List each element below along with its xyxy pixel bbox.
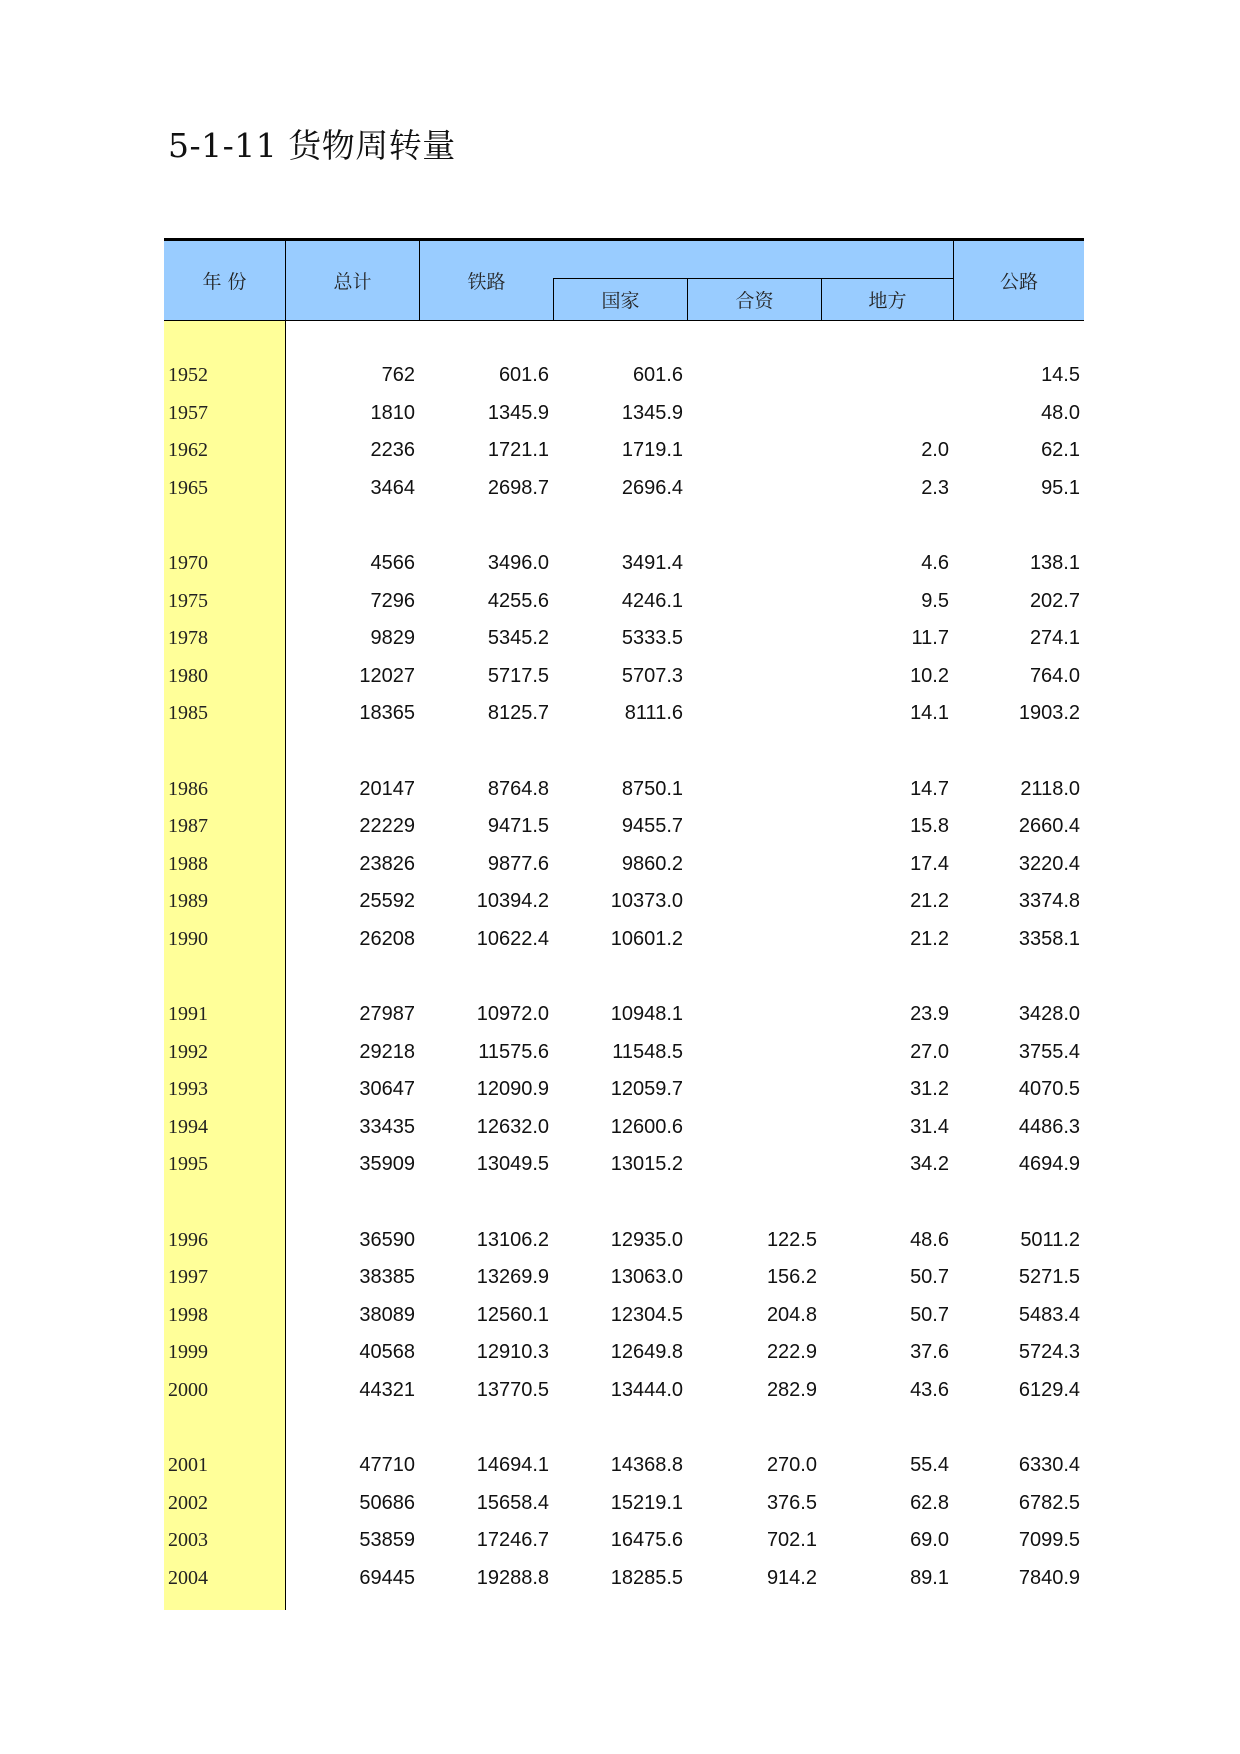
cell-local: 4.6 bbox=[921, 551, 949, 574]
cell-year: 1998 bbox=[168, 1303, 208, 1326]
cell-national: 1345.9 bbox=[621, 401, 683, 424]
cell-railway: 12090.9 bbox=[476, 1078, 549, 1101]
header-year: 年 份 bbox=[202, 271, 247, 293]
cell-local: 31.2 bbox=[910, 1078, 949, 1101]
cell-local: 9.5 bbox=[921, 589, 949, 612]
table-rows bbox=[164, 321, 1084, 1598]
header-local: 地方 bbox=[868, 290, 907, 312]
cell-year: 1980 bbox=[168, 664, 208, 687]
cell-total: 7296 bbox=[370, 589, 415, 612]
cell-local: 2.3 bbox=[921, 476, 949, 499]
table-row bbox=[164, 395, 1084, 433]
cell-national: 601.6 bbox=[632, 364, 683, 386]
cell-total: 2236 bbox=[370, 439, 415, 462]
cell-national: 11548.5 bbox=[612, 1040, 683, 1063]
cell-national: 4246.1 bbox=[621, 589, 683, 612]
cell-railway: 2698.7 bbox=[487, 476, 549, 499]
cell-total: 38385 bbox=[359, 1266, 415, 1289]
spacer-row bbox=[164, 1184, 1084, 1222]
cell-highway: 1903.2 bbox=[1018, 702, 1080, 725]
cell-highway: 6782.5 bbox=[1018, 1491, 1080, 1514]
cell-national: 12600.6 bbox=[610, 1115, 683, 1138]
cell-joint: 156.2 bbox=[766, 1266, 817, 1289]
cell-total: 22229 bbox=[359, 815, 415, 838]
cell-year: 1990 bbox=[168, 927, 208, 950]
cell-year: 2003 bbox=[168, 1529, 208, 1552]
cell-joint: 222.9 bbox=[766, 1341, 817, 1364]
cell-highway: 3428.0 bbox=[1018, 1003, 1080, 1026]
table-row bbox=[164, 620, 1084, 658]
cell-year: 1985 bbox=[168, 702, 208, 725]
header-highway: 公路 bbox=[999, 271, 1038, 293]
cell-railway: 10394.2 bbox=[476, 890, 549, 913]
table-row bbox=[164, 1146, 1084, 1184]
cell-highway: 274.1 bbox=[1029, 627, 1080, 650]
table-header bbox=[164, 238, 1084, 321]
cell-year: 1952 bbox=[168, 364, 208, 386]
table-row bbox=[164, 1222, 1084, 1260]
table-row bbox=[164, 1522, 1084, 1560]
cell-railway: 12632.0 bbox=[476, 1115, 549, 1138]
cell-local: 50.7 bbox=[910, 1266, 949, 1289]
cell-national: 2696.4 bbox=[621, 476, 683, 499]
cell-highway: 6330.4 bbox=[1018, 1454, 1080, 1477]
cell-railway: 3496.0 bbox=[487, 551, 549, 574]
cell-local: 50.7 bbox=[910, 1303, 949, 1326]
cell-railway: 5345.2 bbox=[487, 627, 549, 650]
cell-total: 25592 bbox=[359, 890, 415, 913]
cell-local: 17.4 bbox=[910, 852, 949, 875]
cell-local: 43.6 bbox=[910, 1379, 949, 1402]
cell-total: 3464 bbox=[370, 476, 415, 499]
cell-national: 16475.6 bbox=[610, 1529, 683, 1552]
cell-highway: 6129.4 bbox=[1018, 1379, 1080, 1402]
cell-highway: 7840.9 bbox=[1018, 1567, 1080, 1589]
cell-year: 1970 bbox=[168, 551, 208, 574]
table-row bbox=[164, 1109, 1084, 1147]
cell-total: 53859 bbox=[359, 1529, 415, 1552]
cell-railway: 13049.5 bbox=[476, 1153, 549, 1176]
table-row bbox=[164, 583, 1084, 621]
cell-highway: 48.0 bbox=[1041, 401, 1080, 424]
cell-highway: 3755.4 bbox=[1018, 1040, 1080, 1063]
cell-year: 1993 bbox=[168, 1078, 208, 1101]
cell-local: 14.1 bbox=[910, 702, 949, 725]
table-row bbox=[164, 432, 1084, 470]
cell-highway: 5011.2 bbox=[1020, 1228, 1080, 1251]
table-row bbox=[164, 808, 1084, 846]
cell-total: 35909 bbox=[359, 1153, 415, 1176]
spacer-row bbox=[164, 733, 1084, 771]
cell-highway: 62.1 bbox=[1041, 439, 1080, 462]
cell-total: 762 bbox=[381, 364, 415, 386]
cell-highway: 764.0 bbox=[1029, 664, 1080, 687]
cell-railway: 13770.5 bbox=[476, 1379, 549, 1402]
cell-highway: 5724.3 bbox=[1018, 1341, 1080, 1364]
spacer-row bbox=[164, 1410, 1084, 1448]
cell-total: 36590 bbox=[359, 1228, 415, 1251]
table-row bbox=[164, 1034, 1084, 1072]
cell-railway: 17246.7 bbox=[476, 1529, 549, 1552]
cell-national: 5707.3 bbox=[621, 664, 683, 687]
cell-year: 1988 bbox=[168, 852, 208, 875]
cell-national: 10601.2 bbox=[610, 927, 683, 950]
cell-national: 12304.5 bbox=[610, 1303, 683, 1326]
cell-national: 13063.0 bbox=[610, 1266, 683, 1289]
table-row bbox=[164, 545, 1084, 583]
table-row bbox=[164, 771, 1084, 809]
cell-national: 12649.8 bbox=[610, 1341, 683, 1364]
cell-total: 69445 bbox=[359, 1567, 415, 1589]
cell-railway: 19288.8 bbox=[476, 1567, 549, 1589]
table-row bbox=[164, 1372, 1084, 1410]
cell-year: 1965 bbox=[168, 476, 208, 499]
cell-total: 26208 bbox=[359, 927, 415, 950]
cell-national: 9860.2 bbox=[621, 852, 683, 875]
cell-national: 10948.1 bbox=[610, 1003, 683, 1026]
cell-railway: 9471.5 bbox=[487, 815, 549, 838]
cell-railway: 13106.2 bbox=[476, 1228, 549, 1251]
cell-highway: 14.5 bbox=[1041, 364, 1080, 386]
cell-year: 1989 bbox=[168, 890, 208, 913]
cell-railway: 8764.8 bbox=[487, 777, 549, 800]
cell-national: 1719.1 bbox=[621, 439, 683, 462]
cell-national: 14368.8 bbox=[610, 1454, 683, 1477]
cell-highway: 2660.4 bbox=[1018, 815, 1080, 838]
cell-national: 12059.7 bbox=[610, 1078, 683, 1101]
cell-local: 55.4 bbox=[910, 1454, 949, 1477]
cell-national: 5333.5 bbox=[621, 627, 683, 650]
cell-local: 11.7 bbox=[911, 627, 949, 650]
table-row bbox=[164, 883, 1084, 921]
cell-year: 1996 bbox=[168, 1228, 208, 1251]
cell-year: 1975 bbox=[168, 589, 208, 612]
cell-national: 8111.6 bbox=[624, 702, 683, 725]
cell-highway: 2118.0 bbox=[1020, 777, 1080, 800]
header-total: 总计 bbox=[333, 271, 372, 293]
cell-railway: 12560.1 bbox=[476, 1303, 549, 1326]
cell-total: 44321 bbox=[359, 1379, 415, 1402]
cell-year: 1995 bbox=[168, 1153, 208, 1176]
cell-national: 13444.0 bbox=[610, 1379, 683, 1402]
cell-local: 23.9 bbox=[910, 1003, 949, 1026]
cell-highway: 5483.4 bbox=[1018, 1303, 1080, 1326]
spacer-row bbox=[164, 507, 1084, 545]
cell-local: 48.6 bbox=[910, 1228, 949, 1251]
cell-railway: 4255.6 bbox=[487, 589, 549, 612]
cell-railway: 14694.1 bbox=[476, 1454, 549, 1477]
table-row bbox=[164, 1334, 1084, 1372]
cell-total: 18365 bbox=[359, 702, 415, 725]
table-row bbox=[164, 1447, 1084, 1485]
cell-national: 9455.7 bbox=[621, 815, 683, 838]
cell-total: 30647 bbox=[359, 1078, 415, 1101]
table-row bbox=[164, 1259, 1084, 1297]
cell-local: 69.0 bbox=[910, 1529, 949, 1552]
cell-railway: 12910.3 bbox=[476, 1341, 549, 1364]
cell-local: 31.4 bbox=[910, 1115, 949, 1138]
cell-year: 1962 bbox=[168, 439, 208, 462]
cell-highway: 7099.5 bbox=[1018, 1529, 1080, 1552]
cell-highway: 4486.3 bbox=[1018, 1115, 1080, 1138]
cell-total: 38089 bbox=[359, 1303, 415, 1326]
cell-national: 18285.5 bbox=[610, 1567, 683, 1589]
cell-national: 15219.1 bbox=[610, 1491, 683, 1514]
cell-year: 1957 bbox=[168, 401, 208, 424]
cell-local: 21.2 bbox=[910, 927, 949, 950]
cell-local: 2.0 bbox=[921, 439, 949, 462]
cell-railway: 1721.1 bbox=[487, 439, 549, 462]
cell-highway: 95.1 bbox=[1041, 476, 1080, 499]
cell-year: 2001 bbox=[168, 1454, 208, 1477]
cell-total: 29218 bbox=[359, 1040, 415, 1063]
cell-joint: 122.5 bbox=[766, 1228, 817, 1251]
cell-railway: 10972.0 bbox=[476, 1003, 549, 1026]
cell-total: 20147 bbox=[359, 777, 415, 800]
cell-local: 21.2 bbox=[910, 890, 949, 913]
cell-total: 12027 bbox=[359, 664, 415, 687]
header-joint: 合资 bbox=[735, 290, 774, 312]
cell-highway: 138.1 bbox=[1029, 551, 1080, 574]
cell-highway: 3358.1 bbox=[1018, 927, 1080, 950]
cell-local: 34.2 bbox=[910, 1153, 949, 1176]
header-railway: 铁路 bbox=[467, 271, 506, 293]
table-row bbox=[164, 1071, 1084, 1109]
cell-local: 89.1 bbox=[910, 1567, 949, 1589]
cell-total: 33435 bbox=[359, 1115, 415, 1138]
cell-total: 50686 bbox=[359, 1491, 415, 1514]
cell-highway: 202.7 bbox=[1029, 589, 1080, 612]
cell-joint: 270.0 bbox=[766, 1454, 817, 1477]
cell-railway: 15658.4 bbox=[476, 1491, 549, 1514]
cell-national: 10373.0 bbox=[610, 890, 683, 913]
cell-local: 27.0 bbox=[910, 1040, 949, 1063]
cell-national: 3491.4 bbox=[621, 551, 683, 574]
cell-joint: 282.9 bbox=[766, 1379, 817, 1402]
table-row bbox=[164, 921, 1084, 959]
table-row bbox=[164, 1297, 1084, 1335]
cell-year: 2002 bbox=[168, 1491, 208, 1514]
table-row bbox=[164, 357, 1084, 395]
cell-national: 12935.0 bbox=[610, 1228, 683, 1251]
cell-year: 1999 bbox=[168, 1341, 208, 1364]
cell-highway: 4694.9 bbox=[1018, 1153, 1080, 1176]
cell-year: 1987 bbox=[168, 815, 208, 838]
cell-total: 23826 bbox=[359, 852, 415, 875]
cell-local: 62.8 bbox=[910, 1491, 949, 1514]
table-row bbox=[164, 846, 1084, 884]
cell-railway: 13269.9 bbox=[476, 1266, 549, 1289]
cell-year: 1994 bbox=[168, 1115, 208, 1138]
cell-railway: 5717.5 bbox=[487, 664, 549, 687]
page-title: 5-1-11 货物周转量 bbox=[168, 126, 456, 165]
table-row bbox=[164, 658, 1084, 696]
cell-railway: 8125.7 bbox=[487, 702, 549, 725]
cell-joint: 204.8 bbox=[766, 1303, 817, 1326]
cell-joint: 702.1 bbox=[766, 1529, 817, 1552]
cell-total: 1810 bbox=[370, 401, 415, 424]
cell-year: 1991 bbox=[168, 1003, 208, 1026]
cell-total: 4566 bbox=[370, 551, 415, 574]
cell-total: 40568 bbox=[359, 1341, 415, 1364]
cell-highway: 3220.4 bbox=[1018, 852, 1080, 875]
cell-year: 2004 bbox=[168, 1567, 208, 1589]
table-row bbox=[164, 470, 1084, 508]
header-national: 国家 bbox=[601, 290, 640, 312]
cell-joint: 376.5 bbox=[766, 1491, 817, 1514]
spacer-row bbox=[164, 959, 1084, 997]
cell-year: 1997 bbox=[168, 1266, 208, 1289]
cell-highway: 4070.5 bbox=[1018, 1078, 1080, 1101]
cell-year: 1978 bbox=[168, 627, 208, 650]
cell-year: 1986 bbox=[168, 777, 208, 800]
cell-total: 9829 bbox=[370, 627, 415, 650]
cell-national: 13015.2 bbox=[610, 1153, 683, 1176]
cell-year: 1992 bbox=[168, 1040, 208, 1063]
cell-local: 14.7 bbox=[910, 777, 949, 800]
cell-railway: 10622.4 bbox=[476, 927, 549, 950]
table-row bbox=[164, 1560, 1084, 1598]
table-body bbox=[164, 321, 1084, 1598]
table-row bbox=[164, 1485, 1084, 1523]
cell-highway: 5271.5 bbox=[1018, 1266, 1080, 1289]
freight-turnover-table bbox=[164, 238, 1084, 1598]
cell-local: 37.6 bbox=[910, 1341, 949, 1364]
table-row bbox=[164, 996, 1084, 1034]
table-row bbox=[164, 695, 1084, 733]
cell-national: 8750.1 bbox=[621, 777, 683, 800]
cell-railway: 601.6 bbox=[498, 364, 549, 386]
cell-local: 10.2 bbox=[910, 664, 949, 687]
cell-railway: 9877.6 bbox=[487, 852, 549, 875]
cell-total: 47710 bbox=[359, 1454, 415, 1477]
cell-total: 27987 bbox=[359, 1003, 415, 1026]
cell-highway: 3374.8 bbox=[1018, 890, 1080, 913]
cell-year: 2000 bbox=[168, 1379, 208, 1402]
cell-joint: 914.2 bbox=[766, 1567, 817, 1589]
cell-local: 15.8 bbox=[910, 815, 949, 838]
cell-railway: 11575.6 bbox=[478, 1040, 549, 1063]
cell-railway: 1345.9 bbox=[487, 401, 549, 424]
